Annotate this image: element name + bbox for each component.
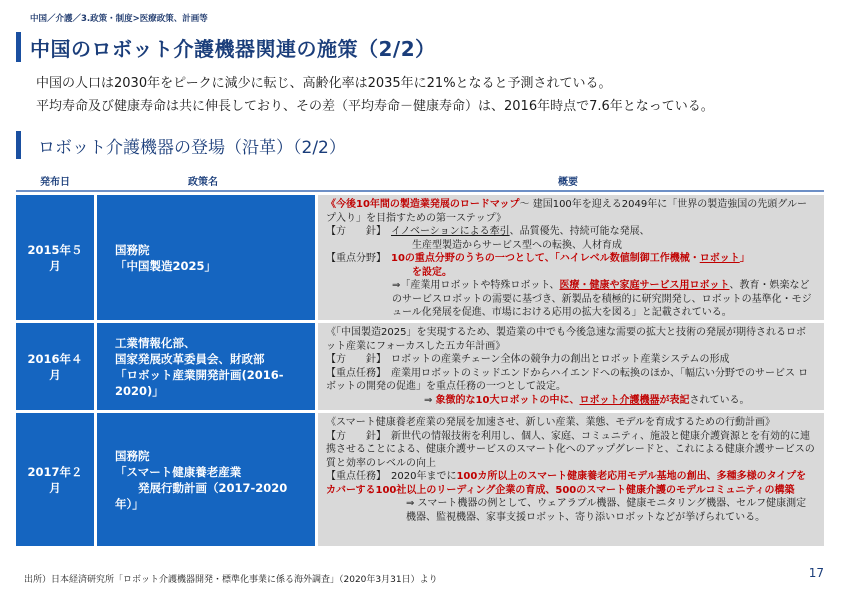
- policy-name-line: 年）」: [115, 496, 144, 511]
- page-number: 17: [808, 566, 824, 580]
- summary-highlight: が表記: [659, 394, 690, 406]
- page-title: 中国のロボット介護機器関連の施策（2/2）: [30, 37, 436, 61]
- row-policy-name: [97, 195, 315, 320]
- table-row: [16, 323, 824, 410]
- row-summary: [318, 323, 824, 410]
- summary-text: ⇒「産業用ロボットや特殊ロボット、: [392, 280, 560, 291]
- policy-name-line: 国務院: [115, 242, 150, 257]
- row-policy-name: [97, 413, 315, 546]
- header-date: 発布日: [40, 176, 70, 188]
- policy-name-line: 2020)」: [115, 383, 164, 398]
- row-policy-name: [97, 323, 315, 410]
- summary-line: [326, 198, 816, 225]
- policy-name-line: 国家発展改革委員会、財政部: [115, 351, 265, 366]
- title-accent-bar: [16, 32, 21, 62]
- summary-highlight: を設定。: [412, 266, 452, 278]
- intro-text: [36, 72, 836, 118]
- header-summary: 概要: [558, 176, 578, 188]
- summary-highlight: 10の重点分野のうちの一つとして、「ハイレベル数値制御工作機械・: [391, 253, 700, 264]
- summary-line: [326, 394, 816, 408]
- policy-name-line: 工業情報化部、: [115, 335, 196, 350]
- summary-line: 【方 針】 ロボットの産業チェーン全体の競争力の創出とロボット産業システムの形成: [326, 354, 730, 365]
- summary-text: 【重点分野】: [326, 253, 391, 264]
- source-footnote: 出所）日本経済研究所「ロボット介護機器開発・標準化事業に係る海外調査」（2020年3月31日）より: [24, 575, 438, 585]
- summary-line: ⇒ スマート機器の例として、ウェアラブル機器、健康モニタリング機器、セルフ健康測定機器、監視機器、家事支援ロボット、寄り添いロボットなどが挙げられている。: [406, 498, 807, 523]
- summary-text: 〜 建国100年を迎える2049年に「世界の製造強国の先頭グループ入り」を目指すための第一ステップ》: [326, 199, 807, 224]
- summary-text: 【重点任務】 2020年までに: [326, 471, 457, 482]
- summary-highlight: 医療・健康や家庭サービス用ロボット: [559, 280, 730, 291]
- summary-line: 生産型製造からサービス型への転換、人材育成: [412, 239, 622, 251]
- summary-text: ⇒: [424, 394, 436, 406]
- policy-name-line: 「ロボット産業開発計画(2016-: [115, 367, 284, 382]
- table-header: [16, 170, 824, 192]
- row-date: 2017年２月: [16, 413, 94, 546]
- row-summary: [318, 413, 824, 546]
- section-title: ロボット介護機器の登場（沿革）（2/2）: [38, 138, 346, 158]
- intro-line-2: 平均寿命及び健康寿命は共に伸長しており、その差（平均寿命－健康寿命）は、2016年時点で7.6年となっている。: [36, 99, 714, 114]
- summary-line: [326, 470, 816, 497]
- policy-table: [16, 170, 824, 546]
- summary-line: 《「中国製造2025」を実現するため、製造業の中でも今後急速な需要の拡大と技術の発展が期待されるロボット産業にフォーカスした五カ年計画》: [326, 327, 807, 352]
- section-accent-bar: [16, 131, 21, 159]
- summary-text: 、教育・娯楽などのサービスロボットの需要に基づき、新製品を積極的に研究開発し、ロボットの基準化・モジュール化発展を促進、市場における応用の拡大を図る」と記載されている。: [392, 280, 812, 318]
- summary-line: 《スマート健康養老産業の発展を加速させ、新しい産業、業態、モデルを育成するための行動計画》: [326, 417, 775, 428]
- summary-highlight: ロボット: [699, 253, 740, 264]
- summary-text: されている。: [689, 394, 750, 406]
- policy-name-line: 「スマート健康養老産業: [115, 464, 242, 479]
- summary-underline: イノベーションによる牽引: [391, 226, 510, 237]
- row-date: 2015年５月: [16, 195, 94, 320]
- summary-highlight: 《今後10年間の製造業発展のロードマップ: [326, 199, 520, 210]
- summary-highlight: 象徴的な10大ロボットの中に、: [435, 394, 580, 406]
- summary-highlight: 100カ所以上のスマート健康養老応用モデル基地の創出、多種多様のタイプをカバーする100社以上のリーディング企業の育成、500のスマート健康介護のモデルコミュニティの構築: [326, 471, 807, 496]
- summary-line: 【方 針】 新世代の情報技術を利用し、個人、家庭、コミュニティ、施設と健康介護資源とを有効的に連携させることによる、健康介護サービスのスマート化へのアップグレードと、これによる健康介護サービスの質と効率のレベルの向上: [326, 430, 815, 469]
- summary-line: [326, 279, 816, 320]
- header-policy-name: 政策名: [188, 176, 218, 188]
- summary-text: 【方 針】: [326, 226, 391, 237]
- row-summary: [318, 195, 824, 320]
- summary-highlight: 」: [739, 253, 750, 264]
- summary-line: 【重点任務】 産業用ロボットのミッドエンドからハイエンドへの転換のほか、「幅広い分野でのサービス ロボットの開発の促進」を重点任務の一つとして設定。: [326, 367, 809, 392]
- table-row: [16, 195, 824, 320]
- summary-text: 、品質優先、持続可能な発展、: [509, 226, 650, 237]
- summary-highlight: ロボット介護機器: [579, 394, 660, 406]
- row-date: 2016年４月: [16, 323, 94, 410]
- intro-line-1: 中国の人口は2030年をピークに減少に転じ、高齢化率は2035年に21%となると予測されている。: [36, 76, 612, 91]
- policy-name-line: 発展行動計画（2017-2020: [115, 480, 288, 495]
- policy-name-line: 「中国製造2025」: [115, 258, 217, 273]
- summary-line: [326, 225, 816, 239]
- breadcrumb: 中国／介護／3.政策・制度>医療政策、計画等: [30, 14, 208, 24]
- summary-line: [326, 252, 816, 266]
- summary-line: [326, 266, 816, 280]
- policy-name-line: 国務院: [115, 448, 150, 463]
- table-row: [16, 413, 824, 546]
